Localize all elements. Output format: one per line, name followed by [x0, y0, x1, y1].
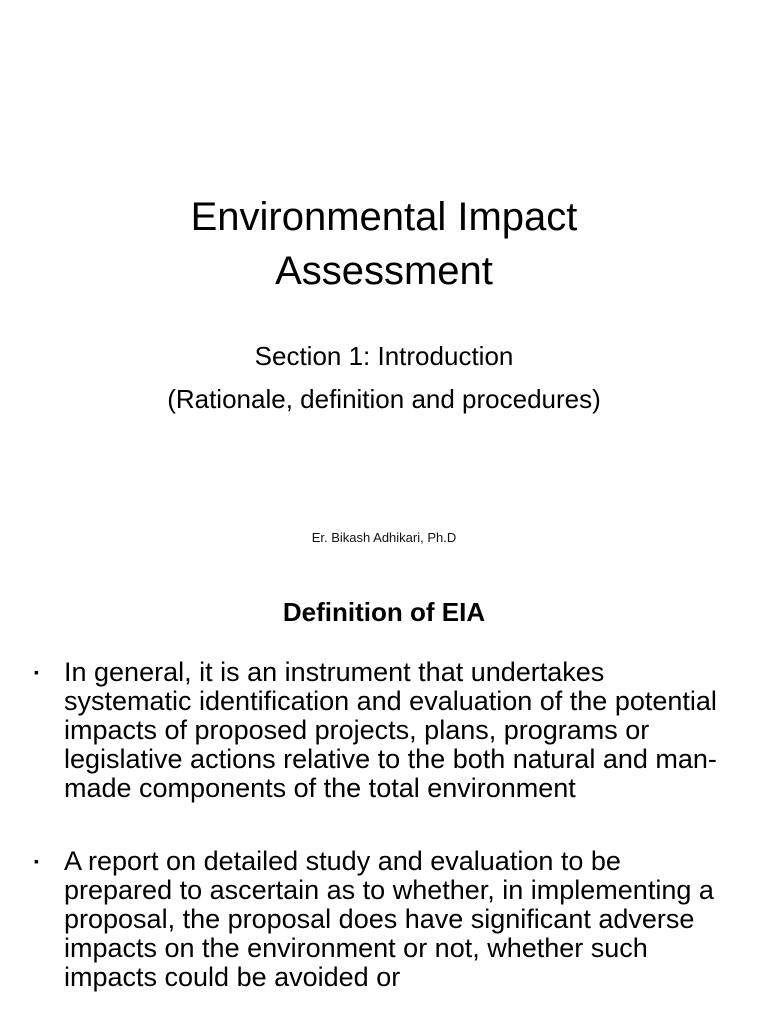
bullet-text: In general, it is an instrument that undertakes systematic identification and evaluation of the potential impacts of proposed projects, plans, programs or legislative actions relative to the both natural and man-made components of the total environment [64, 657, 717, 803]
slide-title-line-1: Environmental Impact [190, 195, 578, 239]
author-credit: Er. Bikash Adhikari, Ph.D [311, 530, 457, 545]
list-item [32, 658, 732, 803]
bullet-icon: ▪ [34, 853, 39, 869]
slide-title [0, 190, 768, 298]
section-heading: Definition of EIA [282, 597, 486, 627]
bullet-text: A report on detailed study and evaluation to be prepared to ascertain as to whether, in implementing a proposal, the proposal does have significant adverse impacts on the environment or not, whether such impacts could be avoided or [64, 846, 714, 992]
list-item [32, 847, 732, 992]
slide-title-line-2: Assessment [275, 249, 493, 293]
section-subtitle: Section 1: Introduction [254, 341, 514, 371]
bullet-icon: ▪ [34, 664, 39, 680]
section-scope-subtitle: (Rationale, definition and procedures) [167, 384, 601, 414]
definition-list [32, 658, 732, 1024]
